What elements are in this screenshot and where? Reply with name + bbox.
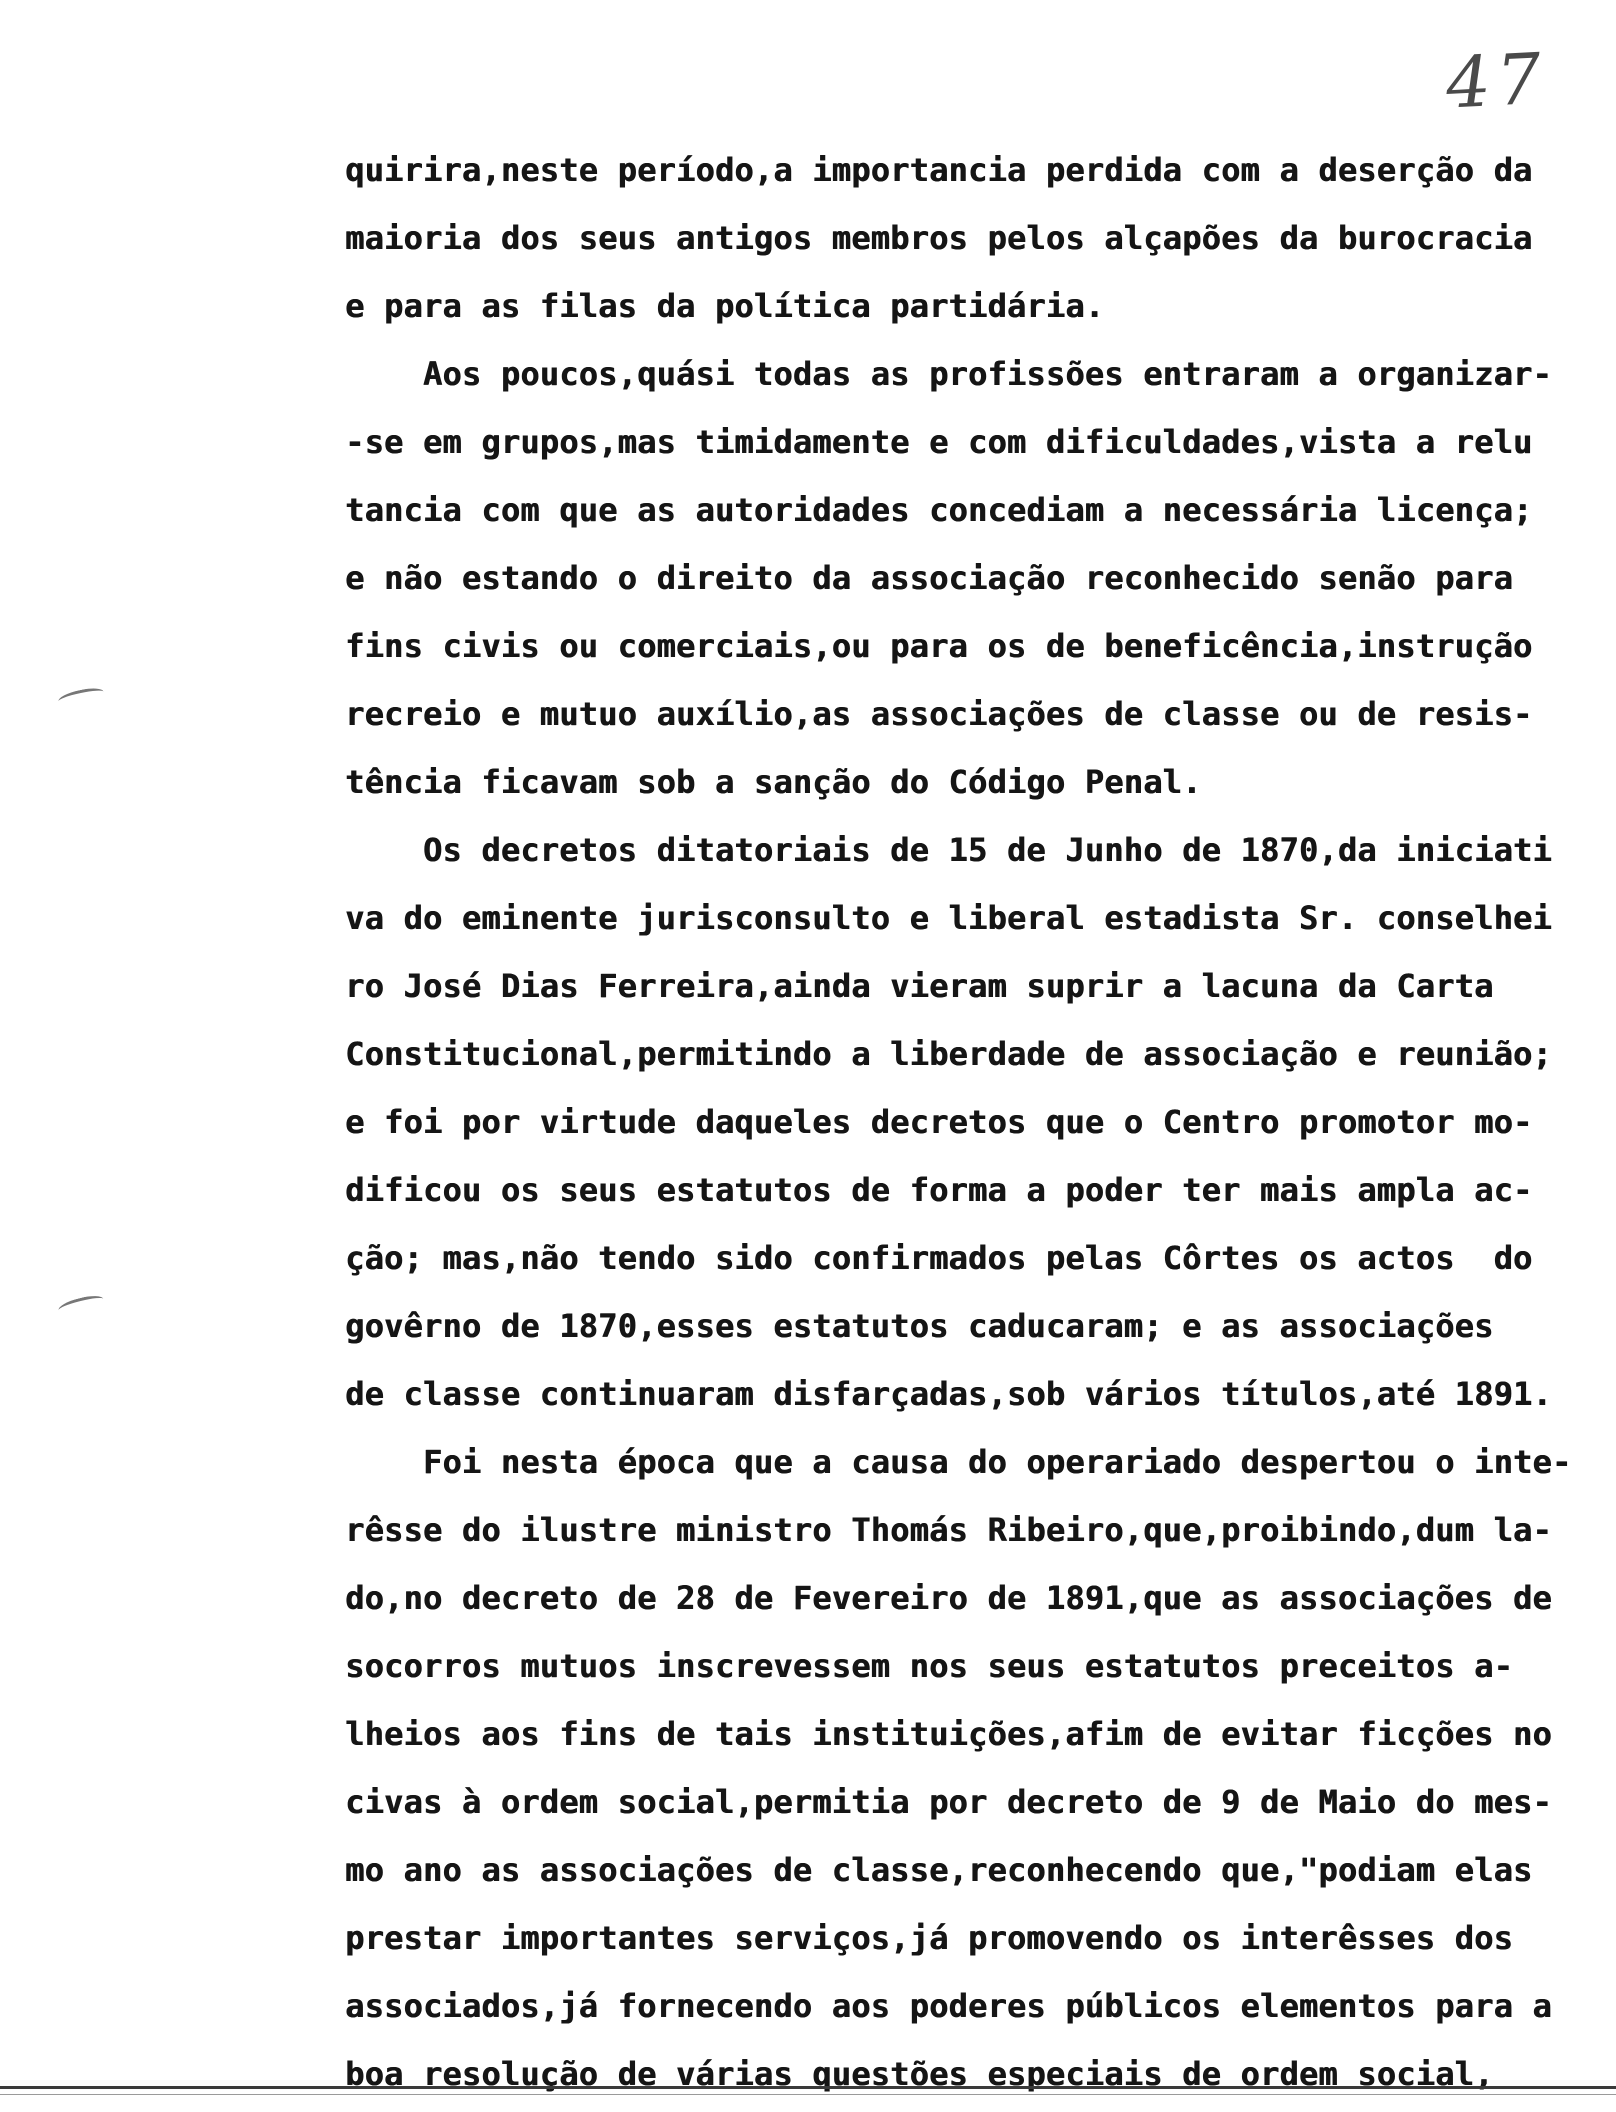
text-line: recreio e mutuo auxílio,as associações de classe ou de resis- (345, 695, 1533, 733)
handwritten-page-number: 47 (1443, 37, 1550, 125)
text-line: do,no decreto de 28 de Fevereiro de 1891,que as associações de (345, 1579, 1552, 1617)
page-bottom-rule (0, 2094, 1616, 2095)
text-line: Os decretos ditatoriais de 15 de Junho de 1870,da iniciati (345, 831, 1552, 869)
text-line: e foi por virtude daqueles decretos que o Centro promotor mo- (345, 1103, 1533, 1141)
text-line: va do eminente jurisconsulto e liberal estadista Sr. conselhei (345, 899, 1552, 937)
text-line: associados,já fornecendo aos poderes públicos elementos para a (345, 1987, 1552, 2025)
margin-mark (57, 1293, 105, 1317)
text-line: ro José Dias Ferreira,ainda vieram suprir a lacuna da Carta (345, 967, 1494, 1005)
text-line: fins civis ou comerciais,ou para os de beneficência,instrução (345, 627, 1533, 665)
typewritten-text-body (345, 136, 1572, 2108)
text-line: ção; mas,não tendo sido confirmados pelas Côrtes os actos do (345, 1239, 1533, 1277)
text-line: tancia com que as autoridades concediam a necessária licença; (345, 491, 1533, 529)
text-line: quirira,neste período,a importancia perdida com a deserção da (345, 151, 1533, 189)
text-line: Foi nesta época que a causa do operariado despertou o inte- (345, 1443, 1572, 1481)
margin-mark (57, 685, 105, 707)
text-line: civas à ordem social,permitia por decreto de 9 de Maio do mes- (345, 1783, 1552, 1821)
text-line: socorros mutuos inscrevessem nos seus estatutos preceitos a- (345, 1647, 1513, 1685)
text-line: tência ficavam sob a sanção do Código Penal. (345, 763, 1202, 801)
text-line: de classe continuaram disfarçadas,sob vários títulos,até 1891. (345, 1375, 1552, 1413)
text-line: govêrno de 1870,esses estatutos caducaram; e as associações (345, 1307, 1494, 1345)
text-line: dificou os seus estatutos de forma a poder ter mais ampla ac- (345, 1171, 1533, 1209)
text-line: maioria dos seus antigos membros pelos alçapões da burocracia (345, 219, 1533, 257)
text-line: e para as filas da política partidária. (345, 287, 1105, 325)
text-line: rêsse do ilustre ministro Thomás Ribeiro,que,proibindo,dum la- (345, 1511, 1552, 1549)
text-line: -se em grupos,mas timidamente e com dificuldades,vista a relu (345, 423, 1533, 461)
page-bottom-rule (0, 2086, 1616, 2089)
text-line: Constitucional,permitindo a liberdade de associação e reunião; (345, 1035, 1552, 1073)
text-line: Aos poucos,quási todas as profissões entraram a organizar- (345, 355, 1552, 393)
text-line: prestar importantes serviços,já promovendo os interêsses dos (345, 1919, 1513, 1957)
text-line: e não estando o direito da associação reconhecido senão para (345, 559, 1513, 597)
text-line: lheios aos fins de tais instituições,afim de evitar ficções no (345, 1715, 1552, 1753)
text-line: boa resolução de várias questões especiais de ordem social, (345, 2055, 1494, 2093)
text-line: mo ano as associações de classe,reconhecendo que,"podiam elas (345, 1851, 1533, 1889)
